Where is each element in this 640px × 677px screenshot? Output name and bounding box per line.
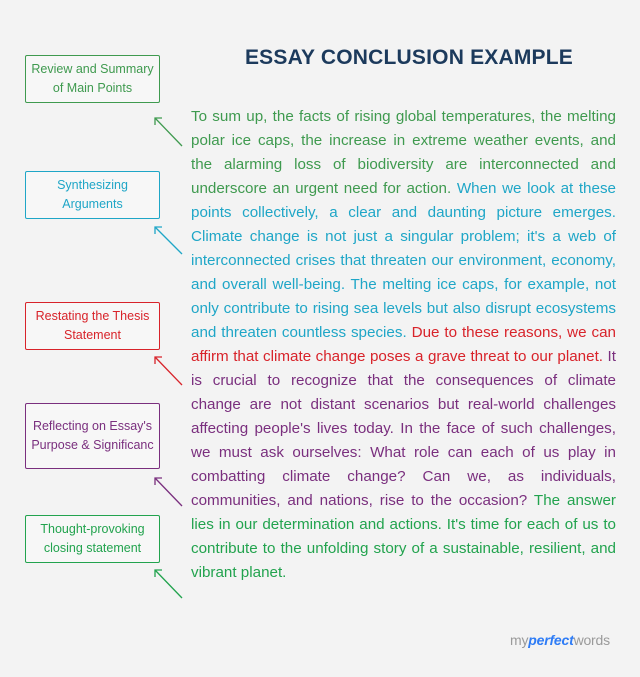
essay-summary: To sum up, the facts of rising global temperatures, the melting polar ice caps, the increase in extreme weather events, and the alarming loss of biodiversity are interconnected and underscore an urgent need for action.	[191, 108, 616, 197]
arrow-closing	[155, 570, 182, 598]
arrow-synthesizing	[155, 227, 182, 254]
logo-suffix: words	[573, 632, 610, 648]
label-synthesizing-text: Synthesizing Arguments	[57, 178, 128, 211]
logo-accent: perfect	[528, 632, 574, 648]
essay-closing: The answer lies in our determination and actions. It's time for each of us to contribute to the unfolding story of a sustainable, resilient, and vibrant planet.	[191, 492, 616, 581]
arrow-reflecting	[155, 478, 182, 506]
essay-conclusion-text	[191, 105, 616, 585]
essay-thesis: Due to these reasons, we can affirm that climate change poses a grave threat to our planet.	[191, 324, 616, 365]
arrow-restating-thesis	[155, 357, 182, 385]
essay-synthesizing: When we look at these points collectively, a clear and daunting picture emerges. Climate change is not just a singular problem; it's a web of interconnected crises that threaten our environment, economy, and overall well-being. The melting ice caps, for example, not only contribute to rising sea levels but also disrupt ecosystems and threaten countless species.	[191, 180, 616, 341]
logo-prefix: my	[510, 632, 529, 648]
page-title: ESSAY CONCLUSION EXAMPLE	[244, 46, 574, 69]
brand-logo	[510, 632, 610, 648]
label-closing-text: Thought-provoking closing statement	[40, 522, 145, 555]
label-reflecting-text: Reflecting on Essay's Purpose & Significanc	[31, 419, 154, 452]
arrow-review-summary	[155, 118, 182, 146]
label-restating-thesis-text: Restating the Thesis Statement	[35, 309, 150, 342]
label-review-summary-text: Review and Summary of Main Points	[31, 62, 154, 95]
essay-reflecting: It is crucial to recognize that the consequences of climate change are not distant scenarios but real-world challenges affecting people's lives today. In the face of such challenges, we must ask ourselves: What role can each of us play in combatting climate change? Can we, as individuals, communities, and nations, rise to the occasion?	[191, 348, 616, 509]
